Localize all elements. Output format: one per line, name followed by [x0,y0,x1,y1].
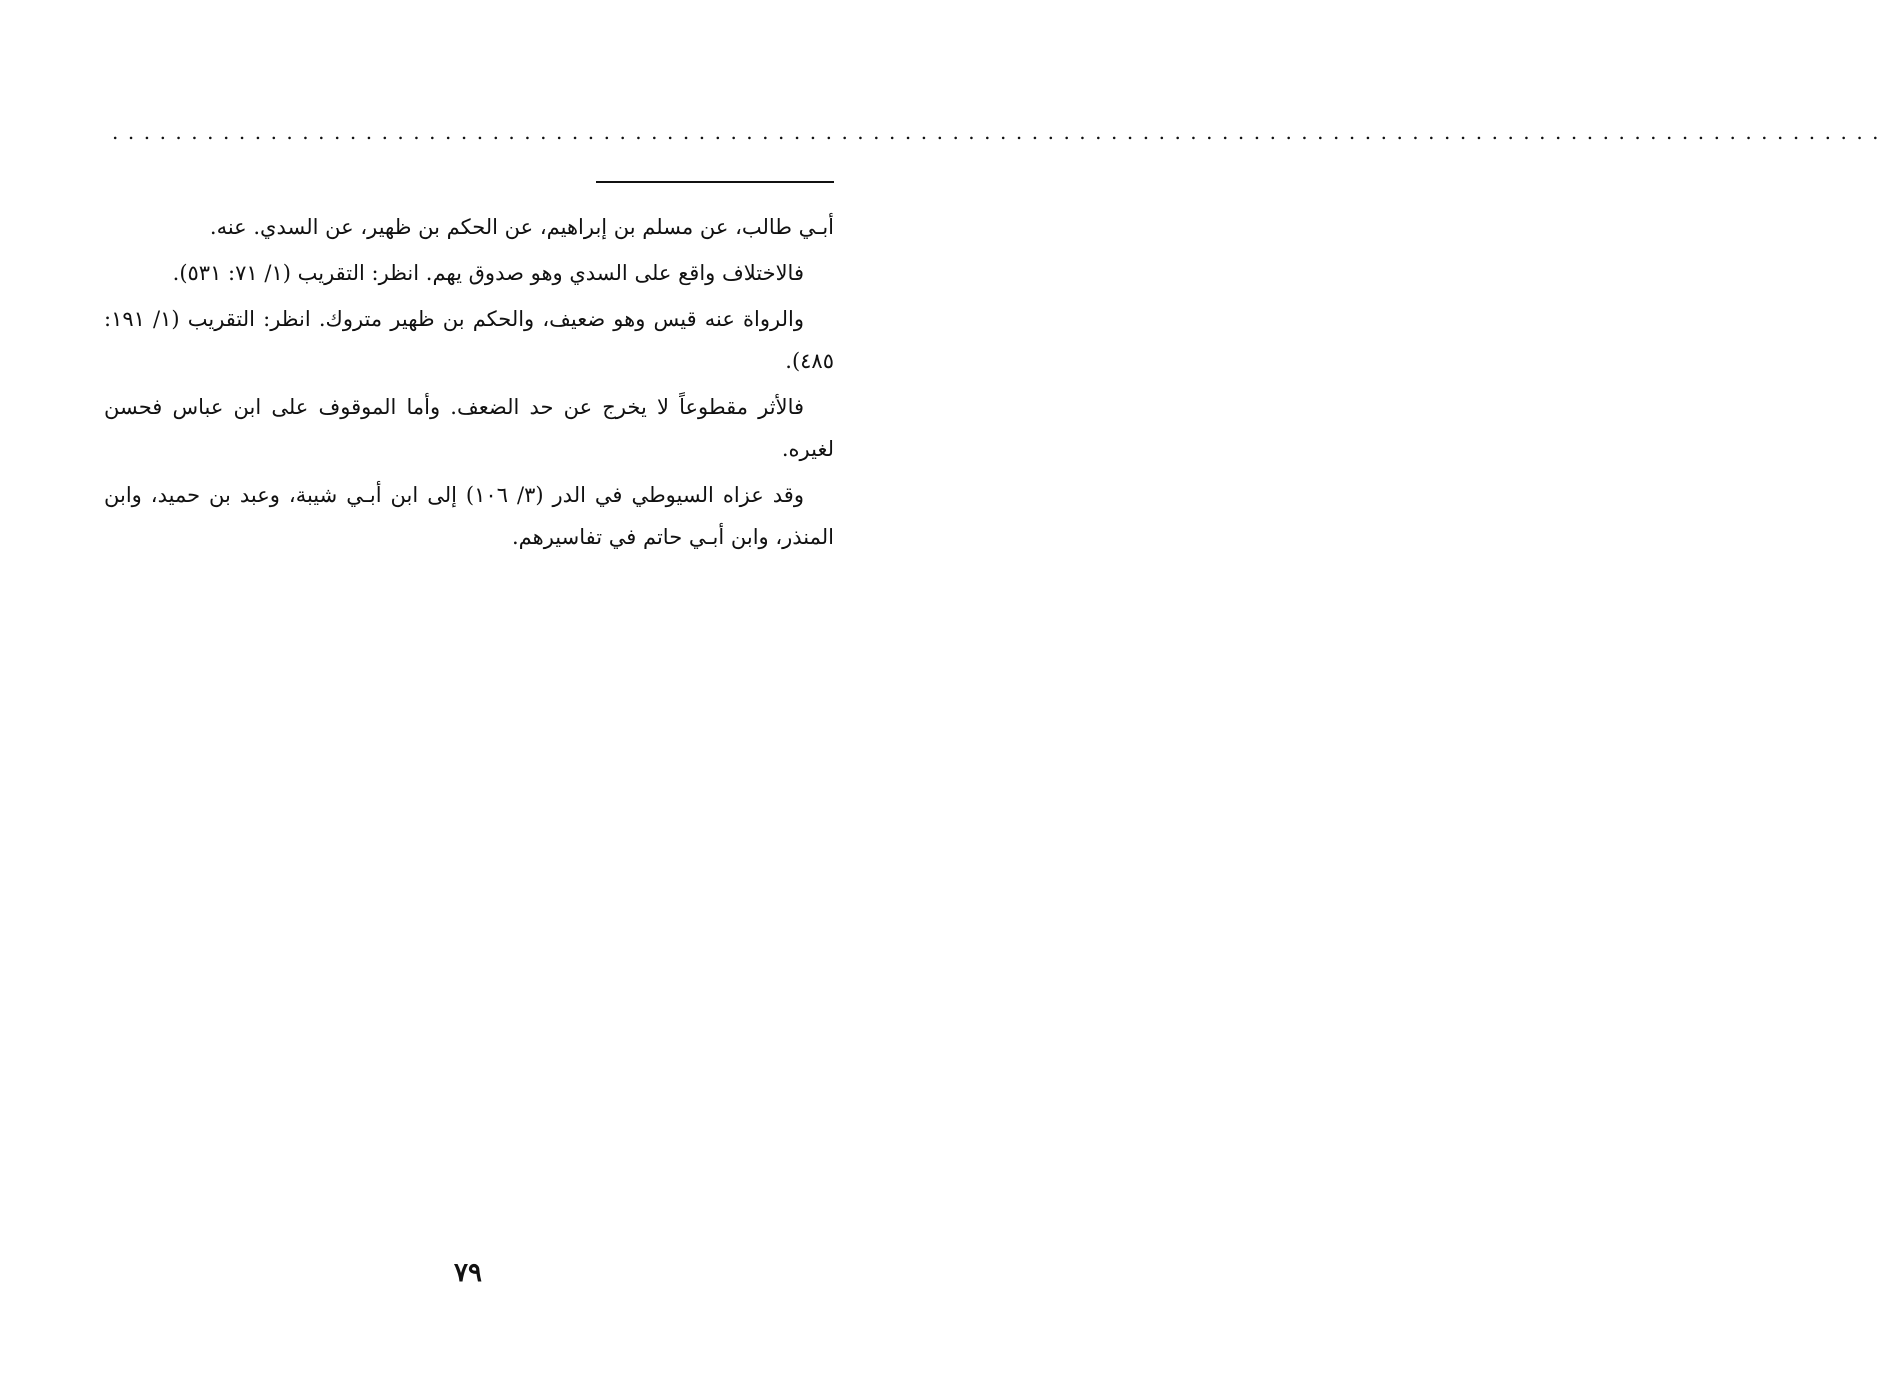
footnote-rule [596,181,834,183]
page-number: ٧٩ [454,1258,482,1288]
footnote-paragraph-athar: فالأثر مقطوعاً لا يخرج عن حد الضعف. وأما الموقوف على ابن عباس فحسن لغيره. [104,395,834,461]
footnotes-block [104,206,834,562]
footnote-paragraph-ruwat: والرواة عنه قيس وهو ضعيف، والحكم بن ظهير متروك. انظر: التقريب (١/ ١٩١: ٤٨٥). [104,307,834,373]
dotted-separator: ................................................................................................................ [112,120,1888,144]
footnote-line-1: أبـي طالب، عن مسلم بن إبراهيم، عن الحكم بن ظهير، عن السدي. عنه. [209,215,834,239]
footnote-paragraph-suyuti: وقد عزاه السيوطي في الدر (٣/ ١٠٦) إلى ابن أبـي شيبة، وعبد بن حميد، وابن المنذر، وابن أبـي حاتم في تفاسيرهم. [104,483,834,549]
footnote-paragraph-ikhtilaf: فالاختلاف واقع على السدي وهو صدوق يهم. انظر: التقريب (١/ ٧١: ٥٣١). [172,261,804,285]
